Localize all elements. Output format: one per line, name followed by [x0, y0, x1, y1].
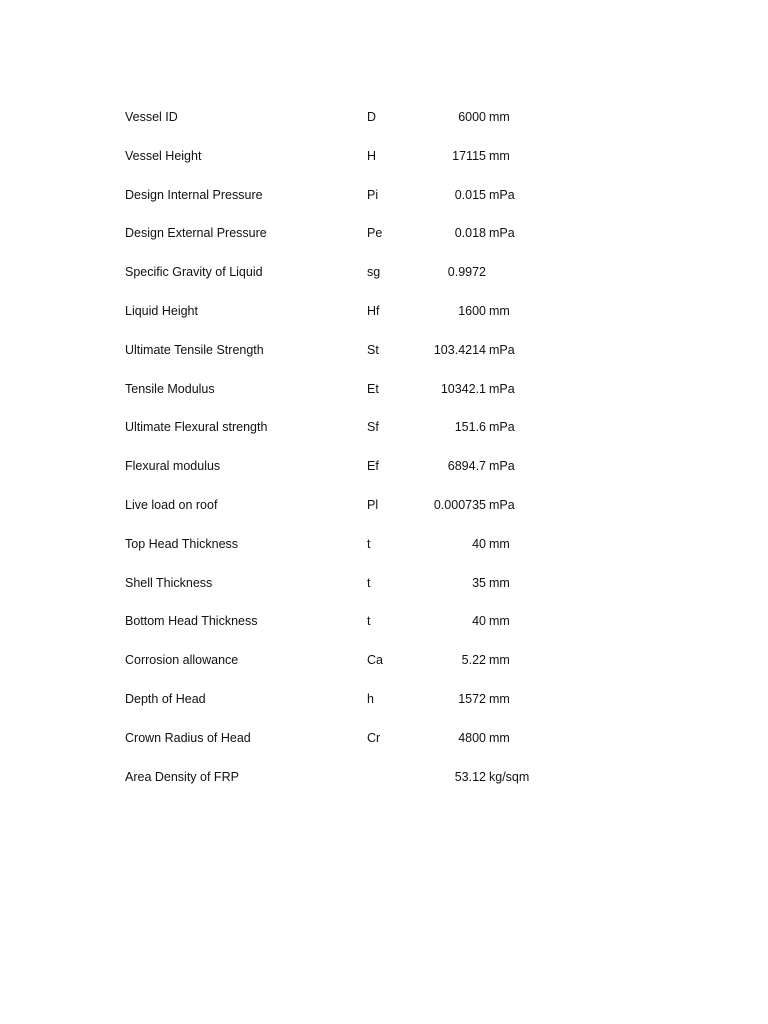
table-row: [0, 758, 768, 797]
parameter-unit: mm: [489, 614, 510, 629]
table-row: [0, 486, 768, 525]
parameter-symbol: Hf: [367, 303, 380, 318]
table-row: [0, 564, 768, 603]
parameter-label: Top Head Thickness: [125, 536, 239, 551]
table-row: [0, 214, 768, 253]
parameter-label: Design External Pressure: [125, 226, 267, 241]
parameter-value: 0.000735: [433, 497, 486, 512]
table-row: [0, 602, 768, 641]
parameter-value: 0.015: [454, 187, 486, 202]
parameter-value: 53.12: [454, 769, 486, 784]
parameter-symbol: h: [367, 691, 374, 706]
parameter-label: Specific Gravity of Liquid: [125, 265, 263, 280]
parameter-unit: mm: [489, 653, 510, 668]
parameter-unit: mPa: [489, 342, 515, 357]
parameter-unit: mm: [489, 575, 510, 590]
parameter-unit: mm: [489, 536, 510, 551]
table-row: [0, 370, 768, 409]
parameter-value: 4800: [458, 730, 486, 745]
parameter-unit: mm: [489, 691, 510, 706]
parameter-value: 17115: [452, 148, 486, 163]
table-row: [0, 408, 768, 447]
table-row: [0, 137, 768, 176]
parameter-label: Area Density of FRP: [125, 769, 239, 784]
table-row: [0, 331, 768, 370]
parameter-unit: mm: [489, 148, 510, 163]
table-row: [0, 176, 768, 215]
parameter-unit: kg/sqm: [489, 769, 530, 784]
parameter-unit: mPa: [489, 459, 515, 474]
parameter-value: 0.9972: [447, 265, 486, 280]
table-row: [0, 98, 768, 137]
parameter-symbol: Ef: [367, 459, 379, 474]
parameter-symbol: Ca: [367, 653, 383, 668]
parameter-value: 10342.1: [440, 381, 486, 396]
parameter-value: 35: [472, 575, 486, 590]
parameter-label: Vessel Height: [125, 148, 202, 163]
parameter-label: Depth of Head: [125, 691, 206, 706]
parameter-symbol: t: [367, 614, 371, 629]
parameter-value: 40: [472, 614, 486, 629]
parameter-unit: mPa: [489, 497, 515, 512]
parameter-label: Ultimate Tensile Strength: [125, 342, 264, 357]
table-row: [0, 447, 768, 486]
parameter-symbol: Cr: [367, 730, 381, 745]
parameter-table: [0, 98, 768, 796]
table-row: [0, 253, 768, 292]
parameter-value: 5.22: [461, 653, 486, 668]
parameter-symbol: D: [367, 110, 377, 124]
parameter-label: Corrosion allowance: [125, 653, 239, 668]
parameter-unit: mm: [489, 303, 510, 318]
parameter-symbol: Pe: [367, 226, 383, 241]
parameter-symbol: Pi: [367, 187, 379, 202]
parameter-unit: mPa: [489, 187, 515, 202]
parameter-label: Liquid Height: [125, 303, 198, 318]
parameter-value: 103.4214: [433, 342, 486, 357]
parameter-unit: mPa: [489, 381, 515, 396]
parameter-value: 1600: [458, 303, 486, 318]
parameter-symbol: Sf: [367, 420, 379, 435]
table-row: [0, 525, 768, 564]
parameter-label: Design Internal Pressure: [125, 187, 263, 202]
parameter-value: 0.018: [454, 226, 486, 241]
table-row: [0, 641, 768, 680]
parameter-value: 1572: [458, 691, 486, 706]
parameter-label: Tensile Modulus: [125, 381, 215, 396]
parameter-unit: mm: [489, 730, 510, 745]
parameter-label: Shell Thickness: [125, 575, 213, 590]
parameter-symbol: sg: [367, 265, 381, 280]
table-row: [0, 292, 768, 331]
parameter-unit: mm: [489, 110, 510, 124]
parameter-label: Vessel ID: [125, 110, 178, 124]
table-row: [0, 719, 768, 758]
parameter-symbol: t: [367, 536, 371, 551]
parameter-unit: mPa: [489, 420, 515, 435]
parameter-value: 6000: [458, 110, 486, 124]
parameter-symbol: Pl: [367, 497, 379, 512]
parameter-symbol: H: [367, 148, 377, 163]
parameter-value: 151.6: [454, 420, 486, 435]
parameter-unit: mPa: [489, 226, 515, 241]
parameter-symbol: St: [367, 342, 379, 357]
parameter-label: Ultimate Flexural strength: [125, 420, 268, 435]
parameter-value: 40: [472, 536, 486, 551]
parameter-label: Live load on roof: [125, 497, 218, 512]
parameter-value: 6894.7: [447, 459, 486, 474]
parameter-label: Flexural modulus: [125, 459, 221, 474]
parameter-label: Crown Radius of Head: [125, 730, 251, 745]
table-row: [0, 680, 768, 719]
parameter-symbol: Et: [367, 381, 379, 396]
parameter-label: Bottom Head Thickness: [125, 614, 258, 629]
parameter-symbol: t: [367, 575, 371, 590]
